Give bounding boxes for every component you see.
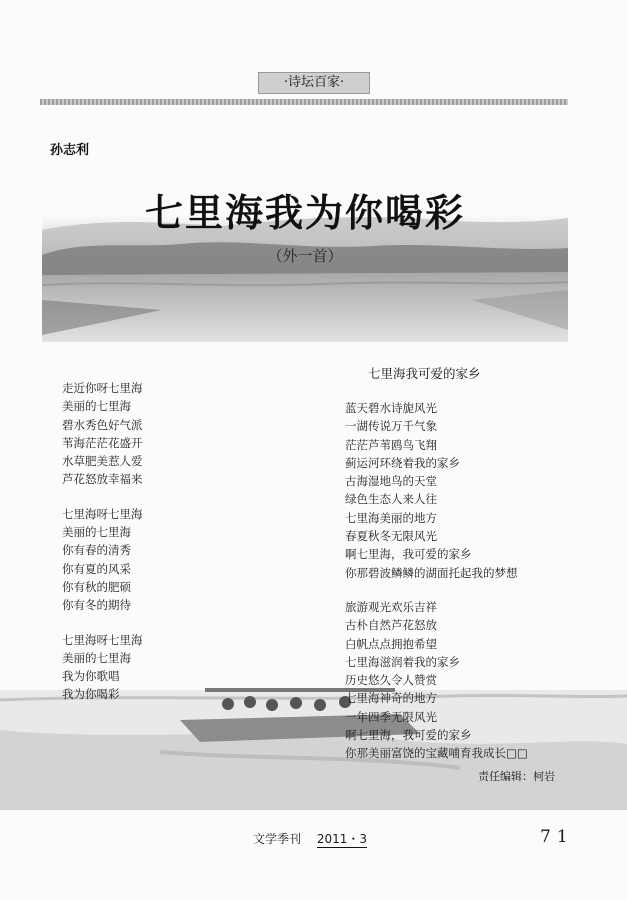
verse-line: 七里海美丽的地方 (345, 510, 437, 525)
verse-line: 碧水秀色好气派 (62, 417, 143, 432)
verse-line: 蓟运河环绕着我的家乡 (345, 455, 460, 470)
verse-line: 茫茫芦苇鸥鸟飞翔 (345, 437, 437, 452)
verse-line: 七里海呀七里海 (62, 506, 143, 521)
verse-line: 芦花怒放幸福来 (62, 472, 143, 487)
section-tag: ·诗坛百家· (258, 72, 370, 94)
verse-line: 历史悠久令人赞赏 (345, 673, 437, 688)
verse-line: 古海湿地鸟的天堂 (345, 474, 437, 489)
poem2-title: 七里海我可爱的家乡 (368, 366, 481, 381)
verse-line: 你有夏的风采 (62, 561, 131, 576)
issue-number: 2011・3 (316, 832, 368, 846)
verse-line: 你那美丽富饶的宝藏哺育我成长□□ (345, 746, 528, 761)
verse-line: 春夏秋冬无限风光 (345, 529, 437, 544)
poem2-text (345, 399, 528, 763)
verse-line: 古朴自然芦花怒放 (345, 618, 437, 633)
verse-line: 苇海茫茫花盛开 (62, 435, 143, 450)
poem-subtitle: （外一首） (267, 247, 343, 265)
verse-line: 白帆点点拥抱希望 (345, 636, 437, 651)
verse-line: 一湖传说万千气象 (345, 419, 437, 434)
verse-line: 美丽的七里海 (62, 525, 131, 540)
verse-line: 你那碧波鳞鳞的湖面托起我的梦想 (345, 565, 518, 580)
verse-line: 水草肥美惹人爱 (62, 454, 143, 469)
title-banner-photo (42, 160, 568, 342)
verse-line: 啊七里海，我可爱的家乡 (345, 728, 472, 743)
journal-name: 文学季刊 (253, 832, 302, 846)
verse-line: 你有春的清秀 (62, 543, 131, 558)
verse-line: 旅游观光欢乐吉祥 (345, 599, 437, 614)
verse-line: 七里海呀七里海 (62, 632, 143, 647)
page-number: 71 (540, 827, 574, 847)
verse-line: 美丽的七里海 (62, 650, 131, 665)
verse-line: 七里海神奇的地方 (345, 691, 437, 706)
verse-line: 我为你喝彩 (62, 687, 120, 702)
verse-line: 你有冬的期待 (62, 598, 131, 613)
poem1-text (62, 379, 143, 704)
verse-line: 你有秋的肥硕 (62, 579, 131, 594)
verse-line: 绿色生态人来人往 (345, 492, 437, 507)
verse-line: 我为你歌唱 (62, 669, 120, 684)
verse-line: 七里海滋润着我的家乡 (345, 654, 460, 669)
poem-title: 七里海我为你喝彩 (144, 191, 465, 235)
author-name: 孙志利 (50, 143, 90, 158)
verse-line: 一年四季无限风光 (345, 709, 437, 724)
verse-line: 美丽的七里海 (62, 399, 131, 414)
verse-line: 啊七里海，我可爱的家乡 (345, 547, 472, 562)
header-rule (40, 99, 568, 105)
verse-line: 走近你呀七里海 (62, 381, 143, 395)
editor-credit: 责任编辑：柯岩 (478, 770, 555, 783)
page-footer (253, 830, 367, 847)
verse-line: 蓝天碧水诗旎风光 (345, 401, 437, 415)
